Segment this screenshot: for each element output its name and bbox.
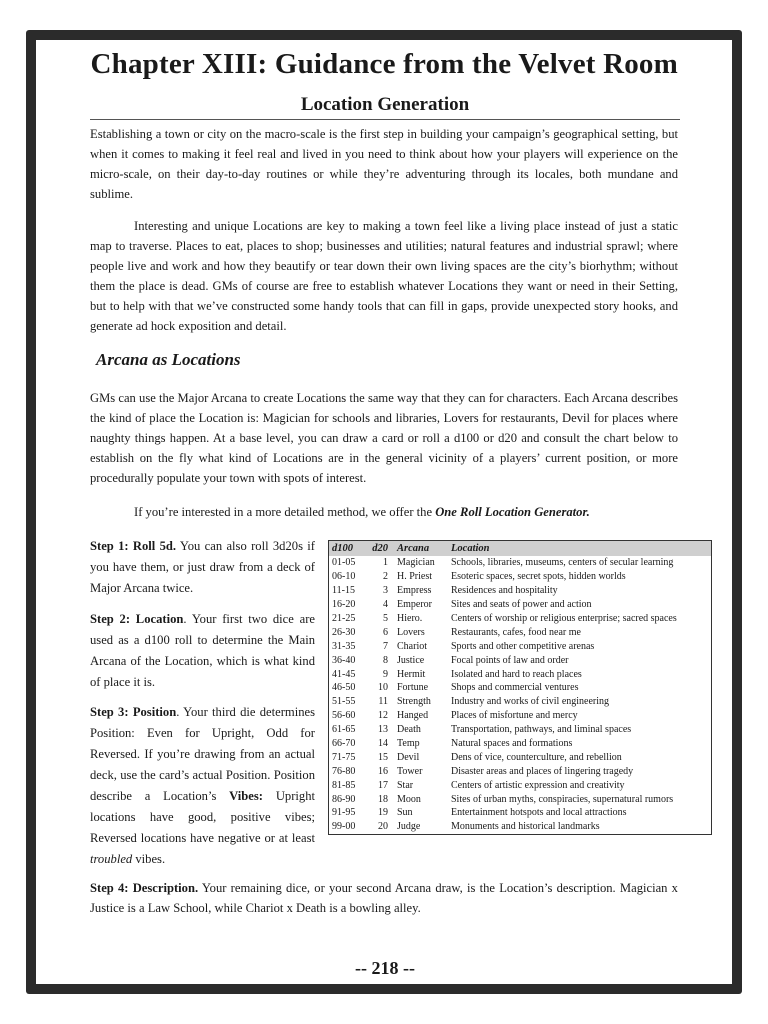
- chapter-title: Chapter XIII: Guidance from the Velvet Room: [90, 48, 678, 80]
- cell-d20: 17: [378, 779, 388, 791]
- cell-location: Schools, libraries, museums, centers of secular learning: [451, 557, 674, 569]
- table-row: [329, 778, 712, 792]
- header-location: Location: [448, 541, 712, 557]
- step-3-text-c: vibes.: [132, 852, 166, 866]
- cell-d20: 18: [378, 793, 388, 805]
- cell-arcana: Empress: [397, 585, 432, 597]
- cell-arcana: H. Priest: [397, 571, 432, 583]
- step-4-label: Step 4: Description.: [90, 881, 199, 895]
- cell-d20: 12: [378, 710, 388, 722]
- arcana-location-table: [328, 540, 712, 835]
- cell-d100: 41-45: [332, 668, 356, 680]
- cell-d100: 61-65: [332, 724, 356, 736]
- table-row: [329, 806, 712, 820]
- table-row: [329, 639, 712, 653]
- cell-d100: 71-75: [332, 751, 356, 763]
- cell-location: Dens of vice, counterculture, and rebellion: [451, 751, 622, 763]
- detailed-method-text: If you’re interested in a more detailed method, we offer the: [134, 505, 436, 519]
- step-3-text-a: . Your third die determines Position: Even for Upright, Odd for Reversed. If you’re drawing from an actual deck, use the card’s actual Position. Position describe a Location’s: [90, 705, 315, 803]
- cell-location: Natural spaces and formations: [451, 738, 573, 750]
- cell-location: Sites of urban myths, conspiracies, supernatural rumors: [451, 793, 674, 805]
- cell-d20: 7: [383, 640, 388, 652]
- cell-d20: 3: [383, 585, 388, 597]
- cell-arcana: Chariot: [397, 640, 427, 652]
- table-body: [329, 556, 712, 834]
- cell-location: Isolated and hard to reach places: [451, 668, 582, 680]
- table-row: [329, 653, 712, 667]
- step-3-troubled: troubled: [90, 852, 133, 866]
- step-4-text: Your remaining dice, or your second Arcana draw, is the Location’s description. Magician x Justice is a Law School, while Chariot x Death is a bowling alley.: [90, 881, 678, 915]
- cell-location: Places of misfortune and mercy: [451, 710, 578, 722]
- cell-arcana: Judge: [397, 821, 421, 833]
- cell-d20: 6: [383, 626, 388, 638]
- cell-d100: 21-25: [332, 613, 356, 624]
- step-1: [90, 536, 315, 599]
- table-row: [329, 584, 712, 598]
- cell-arcana: Tower: [397, 765, 423, 777]
- cell-arcana: Strength: [397, 696, 431, 708]
- step-2-text: . Your first two dice are used as a d100 roll to determine the Main Arcana of the Location, which is what kind of place it is.: [90, 612, 315, 689]
- table-header-row: [329, 541, 712, 557]
- step-3-text-b: Upright locations have good, positive vibes; Reversed locations have negative or at least: [90, 789, 315, 845]
- cell-arcana: Magician: [397, 557, 435, 569]
- step-1-label: Step 1: Roll 5d.: [90, 539, 177, 553]
- cell-d100: 46-50: [332, 682, 356, 694]
- section-title: Location Generation: [90, 94, 680, 120]
- cell-d100: 91-95: [332, 807, 356, 819]
- subsection-title: Arcana as Locations: [96, 350, 241, 369]
- cell-arcana: Devil: [397, 751, 420, 763]
- step-4: [90, 878, 678, 918]
- table-row: [329, 625, 712, 639]
- cell-arcana: Death: [397, 724, 421, 736]
- cell-location: Entertainment hotspots and local attractions: [451, 807, 627, 819]
- cell-d20: 20: [378, 821, 388, 833]
- detailed-method-paragraph: [90, 502, 678, 522]
- cell-d100: 16-20: [332, 599, 356, 611]
- cell-location: Restaurants, cafes, food near me: [451, 626, 581, 638]
- step-2: [90, 609, 315, 693]
- cell-arcana: Emperor: [397, 599, 432, 611]
- cell-d100: 31-35: [332, 640, 356, 652]
- table-row: [329, 709, 712, 723]
- cell-d20: 16: [378, 765, 388, 777]
- cell-arcana: Fortune: [397, 682, 429, 694]
- cell-d20: 8: [383, 654, 388, 666]
- page-number: -- 218 --: [355, 958, 415, 978]
- header-d20: d20: [369, 541, 394, 557]
- cell-arcana: Hanged: [397, 710, 429, 722]
- generator-name: One Roll Location Generator.: [435, 505, 590, 519]
- cell-d100: 11-15: [332, 585, 355, 597]
- cell-d20: 14: [378, 738, 388, 750]
- cell-location: Esoteric spaces, secret spots, hidden worlds: [451, 571, 626, 583]
- cell-arcana: Star: [397, 779, 414, 791]
- cell-location: Shops and commercial ventures: [451, 682, 579, 694]
- cell-location: Focal points of law and order: [451, 654, 569, 666]
- table-row: [329, 570, 712, 584]
- table-row: [329, 820, 712, 834]
- cell-d100: 76-80: [332, 765, 356, 777]
- cell-d20: 4: [383, 599, 388, 611]
- cell-location: Transportation, pathways, and liminal spaces: [451, 724, 632, 736]
- step-3-label: Step 3: Position: [90, 705, 177, 719]
- arcana-paragraph: GMs can use the Major Arcana to create Locations the same way that they can for characters. Each Arcana describes the kind of place the Location is: Magician for schools and libraries, Lovers for restaurants, Devil for places where naughty things happen. At a base level, you can draw a card or roll a d100 or d20 and consult the chart below to establish on the fly what kind of Locations are in the general vicinity of a players’ current position, or more procedurally populate your town with spots of interest.: [90, 391, 678, 485]
- table-row: [329, 737, 712, 751]
- intro-paragraph-2: Interesting and unique Locations are key to making a town feel like a living place instead of just a static map to traverse. Places to eat, places to shop; businesses and utilities; natural features and industrial sprawl; where people live and work and how they beautify or tear down their own living spaces are the city’s biorhythm; without them the place is dead. GMs of course are free to establish whatever Locations they want or need in their Setting, but to help with that we’ve constructed some handy tools that can fill in gaps, provide unexpected story hooks, and generate ad hock exposition and detail.: [90, 219, 678, 333]
- table-row: [329, 612, 712, 626]
- cell-location: Sites and seats of power and action: [451, 599, 592, 611]
- cell-location: Centers of artistic expression and creativity: [451, 779, 625, 791]
- table-row: [329, 750, 712, 764]
- cell-arcana: Hermit: [397, 668, 426, 680]
- header-d100: d100: [329, 541, 370, 557]
- step-1-text: You can also roll 3d20s if you have them, or just draw from a deck of Major Arcana twice.: [90, 539, 315, 595]
- step-3-vibes: Vibes:: [229, 789, 263, 803]
- table-row: [329, 792, 712, 806]
- cell-d100: 81-85: [332, 779, 356, 791]
- table-row: [329, 695, 712, 709]
- cell-d100: 56-60: [332, 710, 356, 722]
- cell-location: Industry and works of civil engineering: [451, 696, 610, 708]
- table-row: [329, 723, 712, 737]
- cell-d20: 1: [383, 557, 388, 569]
- cell-d100: 86-90: [332, 793, 356, 805]
- cell-arcana: Hiero.: [397, 613, 423, 624]
- cell-d100: 99-00: [332, 821, 356, 833]
- intro-paragraph-1: Establishing a town or city on the macro-scale is the first step in building your campaign’s geographical setting, but when it comes to making it feel real and lived in you need to think about how your players will experience on the micro-scale, on their day-to-day routines or while they’re adventuring through its locales, both mundane and sublime.: [90, 127, 678, 201]
- cell-location: Monuments and historical landmarks: [451, 821, 600, 833]
- header-arcana: Arcana: [394, 541, 448, 557]
- cell-arcana: Sun: [397, 807, 413, 819]
- table-row: [329, 667, 712, 681]
- cell-d20: 13: [378, 724, 388, 736]
- cell-location: Residences and hospitality: [451, 585, 558, 597]
- cell-d100: 01-05: [332, 557, 356, 569]
- cell-d20: 11: [378, 696, 388, 708]
- cell-arcana: Lovers: [397, 626, 425, 638]
- cell-d20: 9: [383, 668, 388, 680]
- cell-d20: 2: [383, 571, 388, 583]
- cell-location: Disaster areas and places of lingering tragedy: [451, 765, 634, 777]
- cell-d100: 51-55: [332, 696, 356, 708]
- table-row: [329, 598, 712, 612]
- cell-d20: 19: [378, 807, 388, 819]
- table-row: [329, 681, 712, 695]
- step-3: [90, 702, 315, 870]
- cell-d100: 26-30: [332, 626, 356, 638]
- step-2-label: Step 2: Location: [90, 612, 184, 626]
- cell-d100: 36-40: [332, 654, 356, 666]
- cell-d100: 06-10: [332, 571, 356, 583]
- table-row: [329, 764, 712, 778]
- cell-location: Sports and other competitive arenas: [451, 640, 595, 652]
- cell-d100: 66-70: [332, 738, 356, 750]
- cell-d20: 5: [383, 613, 388, 624]
- cell-arcana: Temp: [397, 738, 420, 750]
- table-row: [329, 556, 712, 570]
- cell-d20: 10: [378, 682, 388, 694]
- cell-d20: 15: [378, 751, 388, 763]
- cell-location: Centers of worship or religious enterprise; sacred spaces: [451, 613, 677, 624]
- cell-arcana: Moon: [397, 793, 421, 805]
- cell-arcana: Justice: [397, 654, 425, 666]
